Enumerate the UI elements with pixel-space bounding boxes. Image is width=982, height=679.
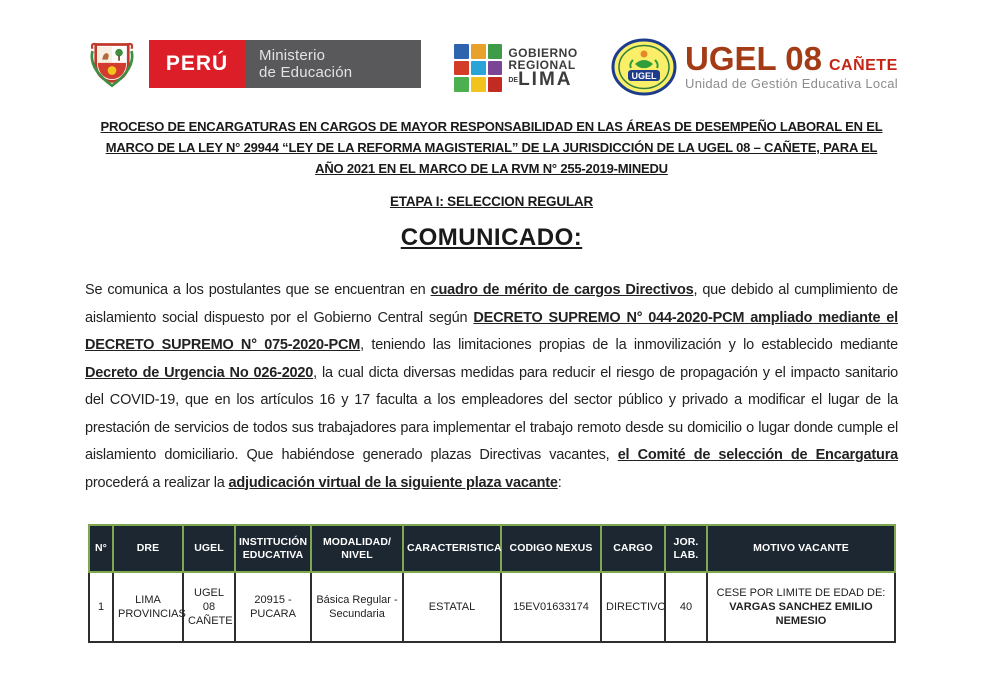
ugel-subtitle: Unidad de Gestión Educativa Local: [685, 75, 898, 91]
col-header-dre: DRE: [113, 525, 183, 572]
body-text-segment: DECRETO SUPREMO N° 044-2020-PCM ampliado mediante el DECRETO SUPREMO N° 075-2020-PCM: [85, 309, 898, 353]
ugel-logo: [611, 38, 898, 96]
announcement-heading: COMUNICADO:: [400, 224, 583, 251]
ministry-line2: de Educación: [259, 64, 353, 81]
ugel-title-suffix: CAÑETE: [828, 56, 898, 74]
cell-dre: LIMA PROVINCIAS: [113, 572, 183, 642]
ugel-emblem-icon: [611, 38, 677, 96]
cell-num: 1: [89, 572, 113, 642]
gore-line1: GOBIERNO: [508, 46, 578, 60]
minedu-logo: [85, 38, 421, 90]
motivo-line1: CESE POR LIMITE DE EDAD DE:: [716, 587, 886, 599]
col-header-cargo: CARGO: [601, 525, 665, 572]
body-text-segment: :: [557, 474, 562, 491]
body-text-segment: , teniendo las limitaciones propias de la inmovilización y lo establecido mediante: [360, 337, 898, 353]
vacancy-table: [88, 524, 896, 643]
stage-heading: ETAPA I: SELECCION REGULAR: [389, 194, 594, 209]
body-text-segment: , que debido al cumplimiento de aislamiento social dispuesto por el Gobierno Central según: [85, 282, 898, 326]
cell-institucion: 20915 - PUCARA: [235, 572, 311, 642]
cell-jor-lab: 40: [665, 572, 707, 642]
gore-line2: REGIONAL: [508, 58, 576, 72]
body-text-segment: adjudicación virtual de la siguiente plaza vacante: [228, 474, 558, 491]
cell-caracteristica: ESTATAL: [403, 572, 501, 642]
body-text-segment: el Comité de selección de Encargatura: [617, 447, 899, 463]
gore-line3: [508, 71, 577, 89]
body-text-segment: procederá a realizar la: [85, 474, 229, 491]
motivo-line2: VARGAS SANCHEZ EMILIO NEMESIO: [729, 601, 873, 627]
body-text-segment: Se comunica a los postulantes que se encuentran en: [85, 282, 431, 298]
col-header-jor-lab: JOR. LAB.: [665, 525, 707, 572]
svg-text:UGEL: UGEL: [631, 71, 657, 81]
table-header-row: [89, 525, 895, 572]
gore-de: DE: [508, 77, 519, 84]
peru-coat-of-arms-icon: [85, 38, 139, 90]
ugel-title: UGEL 08: [685, 39, 822, 77]
gore-lima-text: LIMA: [518, 69, 573, 90]
body-paragraph: [85, 277, 898, 497]
gore-lima-wordmark: [508, 47, 577, 89]
table-row: [89, 572, 895, 642]
body-text-segment: Decreto de Urgencia No 026-2020: [85, 364, 314, 381]
col-header-institucion: INSTITUCIÓN EDUCATIVA: [235, 525, 311, 572]
body-text-segment: cuadro de mérito de cargos Directivos: [430, 282, 694, 298]
peru-brand-box: PERÚ: [149, 40, 245, 88]
col-header-caracteristica: CARACTERISTICA: [403, 525, 501, 572]
gore-lima-mosaic-icon: [454, 44, 502, 92]
ugel-wordmark: [685, 39, 898, 91]
col-header-modalidad: MODALIDAD/ NIVEL: [311, 525, 403, 572]
ugel-title-row: [685, 39, 898, 77]
body-text-segment: , la cual dicta diversas medidas para reducir el riesgo de propagación y el impacto sanitario del COVID-19, que en los artículos 16 y 17 faculta a los empleadores del sector público y privado a modificar el lugar de la prestación de servicios de todos sus trabajadores para implementar el trabajo remoto desde su domicilio o lugar donde cumple el aislamiento domiciliario. Que habiéndose generado plazas Directivas vacantes,: [85, 364, 898, 463]
document-title: PROCESO DE ENCARGATURAS EN CARGOS DE MAYOR RESPONSABILIDAD EN LAS ÁREAS DE DESEMPEÑO LABORAL EN EL MARCO DE LA LEY N° 29944 “LEY DE LA REFORMA MAGISTERIAL” DE LA JURISDICCIÓN DE LA UGEL 08 – CAÑETE, PARA EL AÑO 2021 EN EL MARCO DE LA RVM N° 255-2019-MINEDU: [100, 119, 883, 176]
cell-motivo-vacante: [707, 572, 895, 642]
cell-cargo: DIRECTIVO: [601, 572, 665, 642]
cell-ugel: UGEL 08 CAÑETE: [183, 572, 235, 642]
cell-codigo-nexus: 15EV01633174: [501, 572, 601, 642]
gore-lima-logo: [454, 42, 577, 94]
header-logos: [85, 38, 898, 94]
cell-modalidad: Básica Regular - Secundaria: [311, 572, 403, 642]
col-header-num: N°: [89, 525, 113, 572]
col-header-motivo-vacante: MOTIVO VACANTE: [707, 525, 895, 572]
ministry-name-box: [245, 40, 421, 88]
col-header-ugel: UGEL: [183, 525, 235, 572]
ministry-line1: Ministerio: [259, 47, 326, 64]
col-header-codigo-nexus: CODIGO NEXUS: [501, 525, 601, 572]
